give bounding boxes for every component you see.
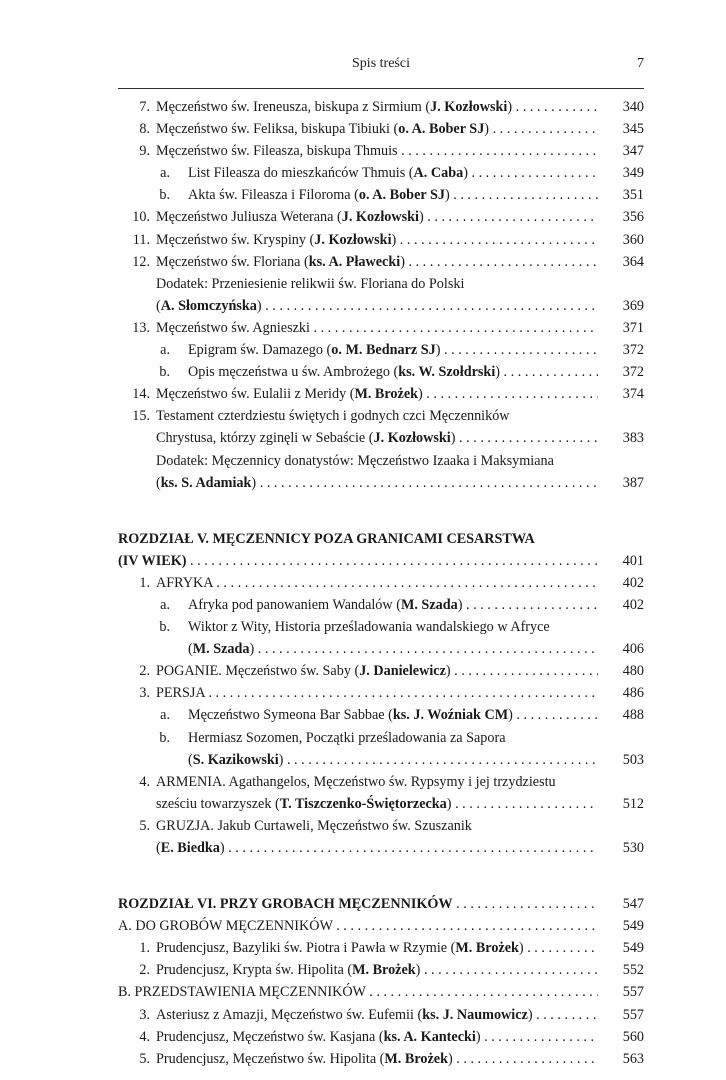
toc-entry-tail: ) <box>447 1050 453 1067</box>
toc-entry-text: Testament czterdziestu świętych i godnych czci Męczenników <box>156 408 510 425</box>
toc-entry <box>118 572 644 594</box>
toc-entry <box>118 638 644 660</box>
toc-entry-author: J. Danielewicz <box>359 663 446 680</box>
toc-entry-title <box>156 206 598 228</box>
toc-entry-number: 2. <box>139 663 150 680</box>
toc-entry-page: 372 <box>622 342 644 359</box>
toc-entry-author: T. Tiszczenko-Świętorzecka <box>279 795 447 812</box>
toc-entry-title <box>156 1004 598 1026</box>
toc-entry-title <box>118 981 598 1003</box>
toc-entry-tail: ) <box>475 1028 481 1045</box>
toc-entry-text: ( <box>188 751 193 768</box>
toc-entry-author: M. Brożek <box>455 940 519 957</box>
toc-entry-number: a. <box>160 165 170 182</box>
toc-entry-title <box>188 616 550 638</box>
toc-entry-text: Męczeństwo św. Feliksa, biskupa Tibiuki ( <box>156 121 399 138</box>
toc-entry-title <box>118 915 598 937</box>
toc-entry-tail: ) <box>251 474 257 491</box>
toc-entry-number: 14. <box>132 386 150 403</box>
toc-entry-number: b. <box>159 619 170 636</box>
toc-entry-page: 374 <box>622 386 644 403</box>
toc-entry-page: 549 <box>622 940 644 957</box>
toc-entry-title <box>156 140 598 162</box>
toc-entry-title <box>156 815 472 837</box>
toc-entry <box>118 550 644 572</box>
running-head <box>118 56 644 78</box>
toc-entry-page: 356 <box>622 209 644 226</box>
toc-entry-page: 547 <box>622 896 644 913</box>
toc-entry-tail: ) <box>391 231 397 248</box>
toc-entry-text: Męczeństwo Symeona Bar Sabbae ( <box>188 707 393 724</box>
toc-entry-title <box>156 660 598 682</box>
toc-entry-number: 1. <box>139 940 150 957</box>
toc-entry-text: Prudencjusz, Męczeństwo św. Kasjana ( <box>156 1028 384 1045</box>
toc-entry-tail: ) <box>400 253 405 270</box>
toc-entry-title <box>156 837 598 859</box>
toc-entry <box>118 727 644 749</box>
toc-entry-title <box>156 383 598 405</box>
toc-entry-page: 401 <box>622 552 644 569</box>
toc-entry-tail: ) <box>249 641 255 658</box>
toc-entry <box>118 1026 644 1048</box>
toc-entry-number: b. <box>159 187 170 204</box>
toc-entry-author: M. Szada <box>192 641 250 658</box>
toc-entry-author: ks. S. Adamiak <box>160 474 252 491</box>
toc-entry-text: Prudencjusz, Męczeństwo św. Hipolita ( <box>156 1050 385 1067</box>
toc-entry-page: 560 <box>622 1028 644 1045</box>
toc-entry-number: a. <box>160 596 170 613</box>
toc-entry-text: Opis męczeństwa u św. Ambrożego ( <box>188 364 399 381</box>
toc-entry-tail: ) <box>278 751 284 768</box>
toc-entry-page: 406 <box>622 641 644 658</box>
toc-entry-tail: ) <box>484 121 490 138</box>
toc-entry-title <box>156 937 598 959</box>
toc-entry-author: J. Kozłowski <box>314 231 392 248</box>
toc-entry-title <box>156 251 598 273</box>
toc-entry-title <box>188 594 598 616</box>
toc-entry-author: M. Szada <box>400 596 458 613</box>
toc-entry <box>118 793 644 815</box>
toc-entry <box>118 229 644 251</box>
toc-entry-tail: ) <box>435 342 441 359</box>
toc-entry-page: 372 <box>622 364 644 381</box>
toc-entry <box>118 251 644 273</box>
toc-entry-text: AFRYKA <box>156 574 213 591</box>
toc-entry-number: 9. <box>139 143 150 160</box>
toc-entry-text: (IV WIEK) <box>118 552 187 569</box>
toc-entry-tail: ) <box>508 707 513 724</box>
toc-entry-page: 563 <box>622 1050 644 1067</box>
toc-entry <box>118 616 644 638</box>
toc-entry-author: o. M. Bednarz SJ <box>331 342 436 359</box>
toc-entry-author: A. Caba <box>413 165 464 182</box>
page-number: 7 <box>637 56 644 71</box>
toc-entry-author: M. Brożek <box>352 962 416 979</box>
toc-entry <box>118 594 644 616</box>
toc-entry-tail: ) <box>256 297 262 314</box>
toc-entry-text: Hermiasz Sozomen, Początki prześladowania za Sapora <box>188 729 506 746</box>
toc-entry <box>118 405 644 427</box>
toc-entry-title <box>188 339 598 361</box>
toc-entry-text: ROZDZIAŁ VI. PRZY GROBACH MĘCZENNIKÓW <box>118 896 453 913</box>
toc-entry-title <box>188 727 506 749</box>
toc-entry-text: ROZDZIAŁ V. MĘCZENNICY POZA GRANICAMI CESARSTWA <box>118 530 535 547</box>
toc-entry-text: Męczeństwo św. Agnieszki <box>156 319 310 336</box>
toc-entry-title <box>156 317 598 339</box>
toc-entry-number: a. <box>160 342 170 359</box>
toc-entry-text: Męczeństwo Juliusza Weterana ( <box>156 209 342 226</box>
toc-entry-tail: ) <box>415 962 421 979</box>
toc-entry-number: 2. <box>139 962 150 979</box>
toc-entry-title <box>156 405 510 427</box>
toc-entry-page: 364 <box>622 253 644 270</box>
toc-entry-text: List Fileasza do mieszkańców Thmuis ( <box>188 165 414 182</box>
toc-entry <box>118 771 644 793</box>
toc-entry-page: 488 <box>622 707 644 724</box>
toc-entry-author: M. Brożek <box>354 386 419 403</box>
toc-entry-number: 3. <box>139 1006 150 1023</box>
toc-entry-text: Męczeństwo św. Eulalii z Meridy ( <box>156 386 355 403</box>
toc-entry-number: a. <box>160 707 170 724</box>
toc-entry-title <box>156 229 598 251</box>
toc-entry <box>118 273 644 295</box>
toc-entry <box>118 162 644 184</box>
toc-entry-page: 480 <box>622 663 644 680</box>
toc-entry-number: 7. <box>139 99 150 115</box>
toc-entry-tail: ) <box>444 187 450 204</box>
toc-entry-page: 349 <box>622 165 644 182</box>
toc-entry-author: ks. W. Szołdrski <box>398 364 496 381</box>
toc-entry <box>118 96 644 118</box>
toc-entry <box>118 383 644 405</box>
toc-entry-title <box>118 550 598 572</box>
toc-entry-author: o. A. Bober SJ <box>358 187 445 204</box>
toc-entry-number: 4. <box>139 773 150 790</box>
toc-entry <box>118 118 644 140</box>
toc-entry-page: 347 <box>622 143 644 160</box>
toc-entry-title <box>156 1026 598 1048</box>
toc-entry-text: Męczeństwo św. Kryspiny ( <box>156 231 315 248</box>
toc-entry-text: ( <box>188 641 193 658</box>
toc-entry <box>118 915 644 937</box>
toc-entry <box>118 893 644 915</box>
toc-entry-text: sześciu towarzyszek ( <box>156 795 280 812</box>
toc-entry-text: POGANIE. Męczeństwo św. Saby ( <box>156 663 360 680</box>
toc-entry-page: 512 <box>622 795 644 812</box>
toc-entry-title <box>156 273 464 295</box>
toc-entry-tail: ) <box>518 940 524 957</box>
toc-entry-tail: ) <box>450 430 456 447</box>
toc-entry-text: Prudencjusz, Bazyliki św. Piotra i Pawła w Rzymie ( <box>156 940 456 957</box>
toc-entry-number: 5. <box>139 1050 150 1067</box>
toc-entry-title <box>156 450 554 472</box>
toc-entry-number: b. <box>159 729 170 746</box>
toc-entry <box>118 959 644 981</box>
toc-entry-number: 13. <box>132 319 150 336</box>
toc-entry-title <box>156 771 556 793</box>
toc-entry-tail: ) <box>219 840 225 856</box>
toc-entry-title <box>156 427 598 449</box>
toc-entry <box>118 206 644 228</box>
toc-entry-author: J. Kozłowski <box>341 209 419 226</box>
toc-entry-page: 369 <box>622 297 644 314</box>
toc-entry-number: 3. <box>139 685 150 702</box>
toc-entry <box>118 317 644 339</box>
toc-entry-text: Dodatek: Męczennicy donatystów: Męczeństwo Izaaka i Maksymiana <box>156 452 554 469</box>
toc-entry-text: Afryka pod panowaniem Wandalów ( <box>188 596 401 613</box>
toc-entry <box>118 184 644 206</box>
toc-entry <box>118 472 644 494</box>
toc-entry <box>118 815 644 837</box>
toc-entry-text: PERSJA <box>156 685 205 702</box>
toc-entry-text: Męczeństwo św. Floriana ( <box>156 253 309 270</box>
toc-entry-title <box>156 1048 598 1070</box>
toc-entry-page: 557 <box>622 984 644 1001</box>
toc-entry-page: 486 <box>622 685 644 702</box>
toc-entry-tail: ) <box>463 165 468 182</box>
toc-entry-author: J. Kozłowski <box>373 430 451 447</box>
toc-entry-number: 10. <box>132 209 150 226</box>
toc-entry-page: 557 <box>622 1006 644 1023</box>
running-title: Spis treści <box>352 56 410 71</box>
toc-entry <box>118 361 644 383</box>
toc-entry-text: ( <box>156 840 161 856</box>
toc-entry-tail: ) <box>418 386 423 403</box>
toc-entry <box>118 837 644 859</box>
toc-entry-title <box>156 96 598 118</box>
toc-entry <box>118 450 644 472</box>
toc-entry <box>118 140 644 162</box>
table-of-contents <box>118 96 644 1070</box>
toc-entry-text: A. DO GROBÓW MĘCZENNIKÓW <box>118 918 333 935</box>
toc-entry-number: 8. <box>139 121 150 138</box>
toc-entry-number: 4. <box>139 1028 150 1045</box>
toc-entry-page: 387 <box>622 474 644 491</box>
toc-entry-text: ( <box>156 297 161 314</box>
toc-entry-tail: ) <box>527 1006 533 1023</box>
toc-entry-title <box>188 704 598 726</box>
toc-entry <box>118 427 644 449</box>
toc-entry-text: Wiktor z Wity, Historia prześladowania wandalskiego w Afryce <box>188 619 550 636</box>
toc-entry <box>118 981 644 1003</box>
toc-entry-page: 402 <box>622 574 644 591</box>
toc-entry-author: ks. J. Naumowicz <box>422 1006 528 1023</box>
toc-entry-tail: ) <box>495 364 500 381</box>
toc-entry-title <box>156 572 598 594</box>
toc-entry-tail: ) <box>418 209 424 226</box>
toc-entry-author: o. A. Bober SJ <box>398 121 485 138</box>
toc-entry-title <box>118 528 535 550</box>
toc-entry-number: 5. <box>139 817 150 834</box>
toc-entry <box>118 749 644 771</box>
toc-entry-text: GRUZJA. Jakub Curtaweli, Męczeństwo św. Szuszanik <box>156 817 472 834</box>
toc-entry <box>118 1048 644 1070</box>
toc-entry-page: 383 <box>622 430 644 447</box>
toc-entry-text: Męczeństwo św. Fileasza, biskupa Thmuis <box>156 143 398 160</box>
toc-entry-text: ( <box>156 474 161 491</box>
toc-entry-title <box>188 361 598 383</box>
toc-entry-number: 15. <box>132 408 150 425</box>
toc-entry-author: ks. A. Pławecki <box>308 253 401 270</box>
toc-entry-number: 11. <box>132 231 150 248</box>
toc-entry-page: 552 <box>622 962 644 979</box>
toc-entry <box>118 528 644 550</box>
toc-entry-tail: ) <box>507 99 513 115</box>
toc-entry-author: S. Kazikowski <box>192 751 279 768</box>
toc-entry-title <box>188 638 598 660</box>
toc-entry-author: A. Słomczyńska <box>160 297 257 314</box>
toc-entry <box>118 295 644 317</box>
toc-entry-page: 402 <box>622 596 644 613</box>
toc-entry-text: B. PRZEDSTAWIENIA MĘCZENNIKÓW <box>118 984 366 1001</box>
toc-entry <box>118 339 644 361</box>
toc-entry-text: Asteriusz z Amazji, Męczeństwo św. Eufemii ( <box>156 1006 423 1023</box>
toc-entry-title <box>118 893 598 915</box>
toc-entry-text: Akta św. Fileasza i Filoroma ( <box>188 187 359 204</box>
toc-entry-title <box>188 184 598 206</box>
toc-entry-text: Męczeństwo św. Ireneusza, biskupa z Sirmium ( <box>156 99 431 115</box>
toc-entry-title <box>156 295 598 317</box>
toc-entry-number: 12. <box>132 253 150 270</box>
toc-entry-tail: ) <box>457 596 463 613</box>
toc-entry <box>118 1004 644 1026</box>
toc-entry-page: 340 <box>622 99 644 115</box>
toc-entry-text: Prudencjusz, Krypta św. Hipolita ( <box>156 962 353 979</box>
toc-entry-page: 345 <box>622 121 644 138</box>
toc-entry-title <box>156 118 598 140</box>
toc-entry-tail: ) <box>445 663 451 680</box>
toc-entry-page: 503 <box>622 751 644 768</box>
toc-entry-text: ARMENIA. Agathangelos, Męczeństwo św. Rypsymy i jej trzydziestu <box>156 773 556 790</box>
toc-entry <box>118 937 644 959</box>
toc-entry-title <box>156 793 598 815</box>
toc-entry-number: b. <box>159 364 170 381</box>
toc-entry-page: 549 <box>622 918 644 935</box>
toc-entry-title <box>156 472 598 494</box>
toc-entry-title <box>156 959 598 981</box>
toc-entry-title <box>188 749 598 771</box>
toc-entry-page: 371 <box>622 319 644 336</box>
toc-entry <box>118 704 644 726</box>
toc-entry-title <box>156 682 598 704</box>
toc-entry-author: J. Kozłowski <box>430 99 508 115</box>
toc-entry-text: Epigram św. Damazego ( <box>188 342 332 359</box>
header-rule <box>118 88 644 89</box>
toc-entry-author: M. Brożek <box>384 1050 448 1067</box>
toc-entry-text: Dodatek: Przeniesienie relikwii św. Floriana do Polski <box>156 275 465 292</box>
toc-entry-page: 360 <box>622 231 644 248</box>
toc-entry-page: 351 <box>622 187 644 204</box>
toc-entry-title <box>188 162 598 184</box>
toc-entry-author: ks. J. Woźniak CM <box>392 707 509 724</box>
toc-entry-number: 1. <box>139 574 150 591</box>
toc-entry <box>118 682 644 704</box>
toc-entry-tail: ) <box>446 795 452 812</box>
toc-entry-author: ks. A. Kantecki <box>383 1028 476 1045</box>
toc-entry-text: Chrystusa, którzy zginęli w Sebaście ( <box>156 430 374 447</box>
toc-entry-author: E. Biedka <box>160 840 220 856</box>
toc-entry-page: 530 <box>622 840 644 856</box>
toc-entry <box>118 660 644 682</box>
